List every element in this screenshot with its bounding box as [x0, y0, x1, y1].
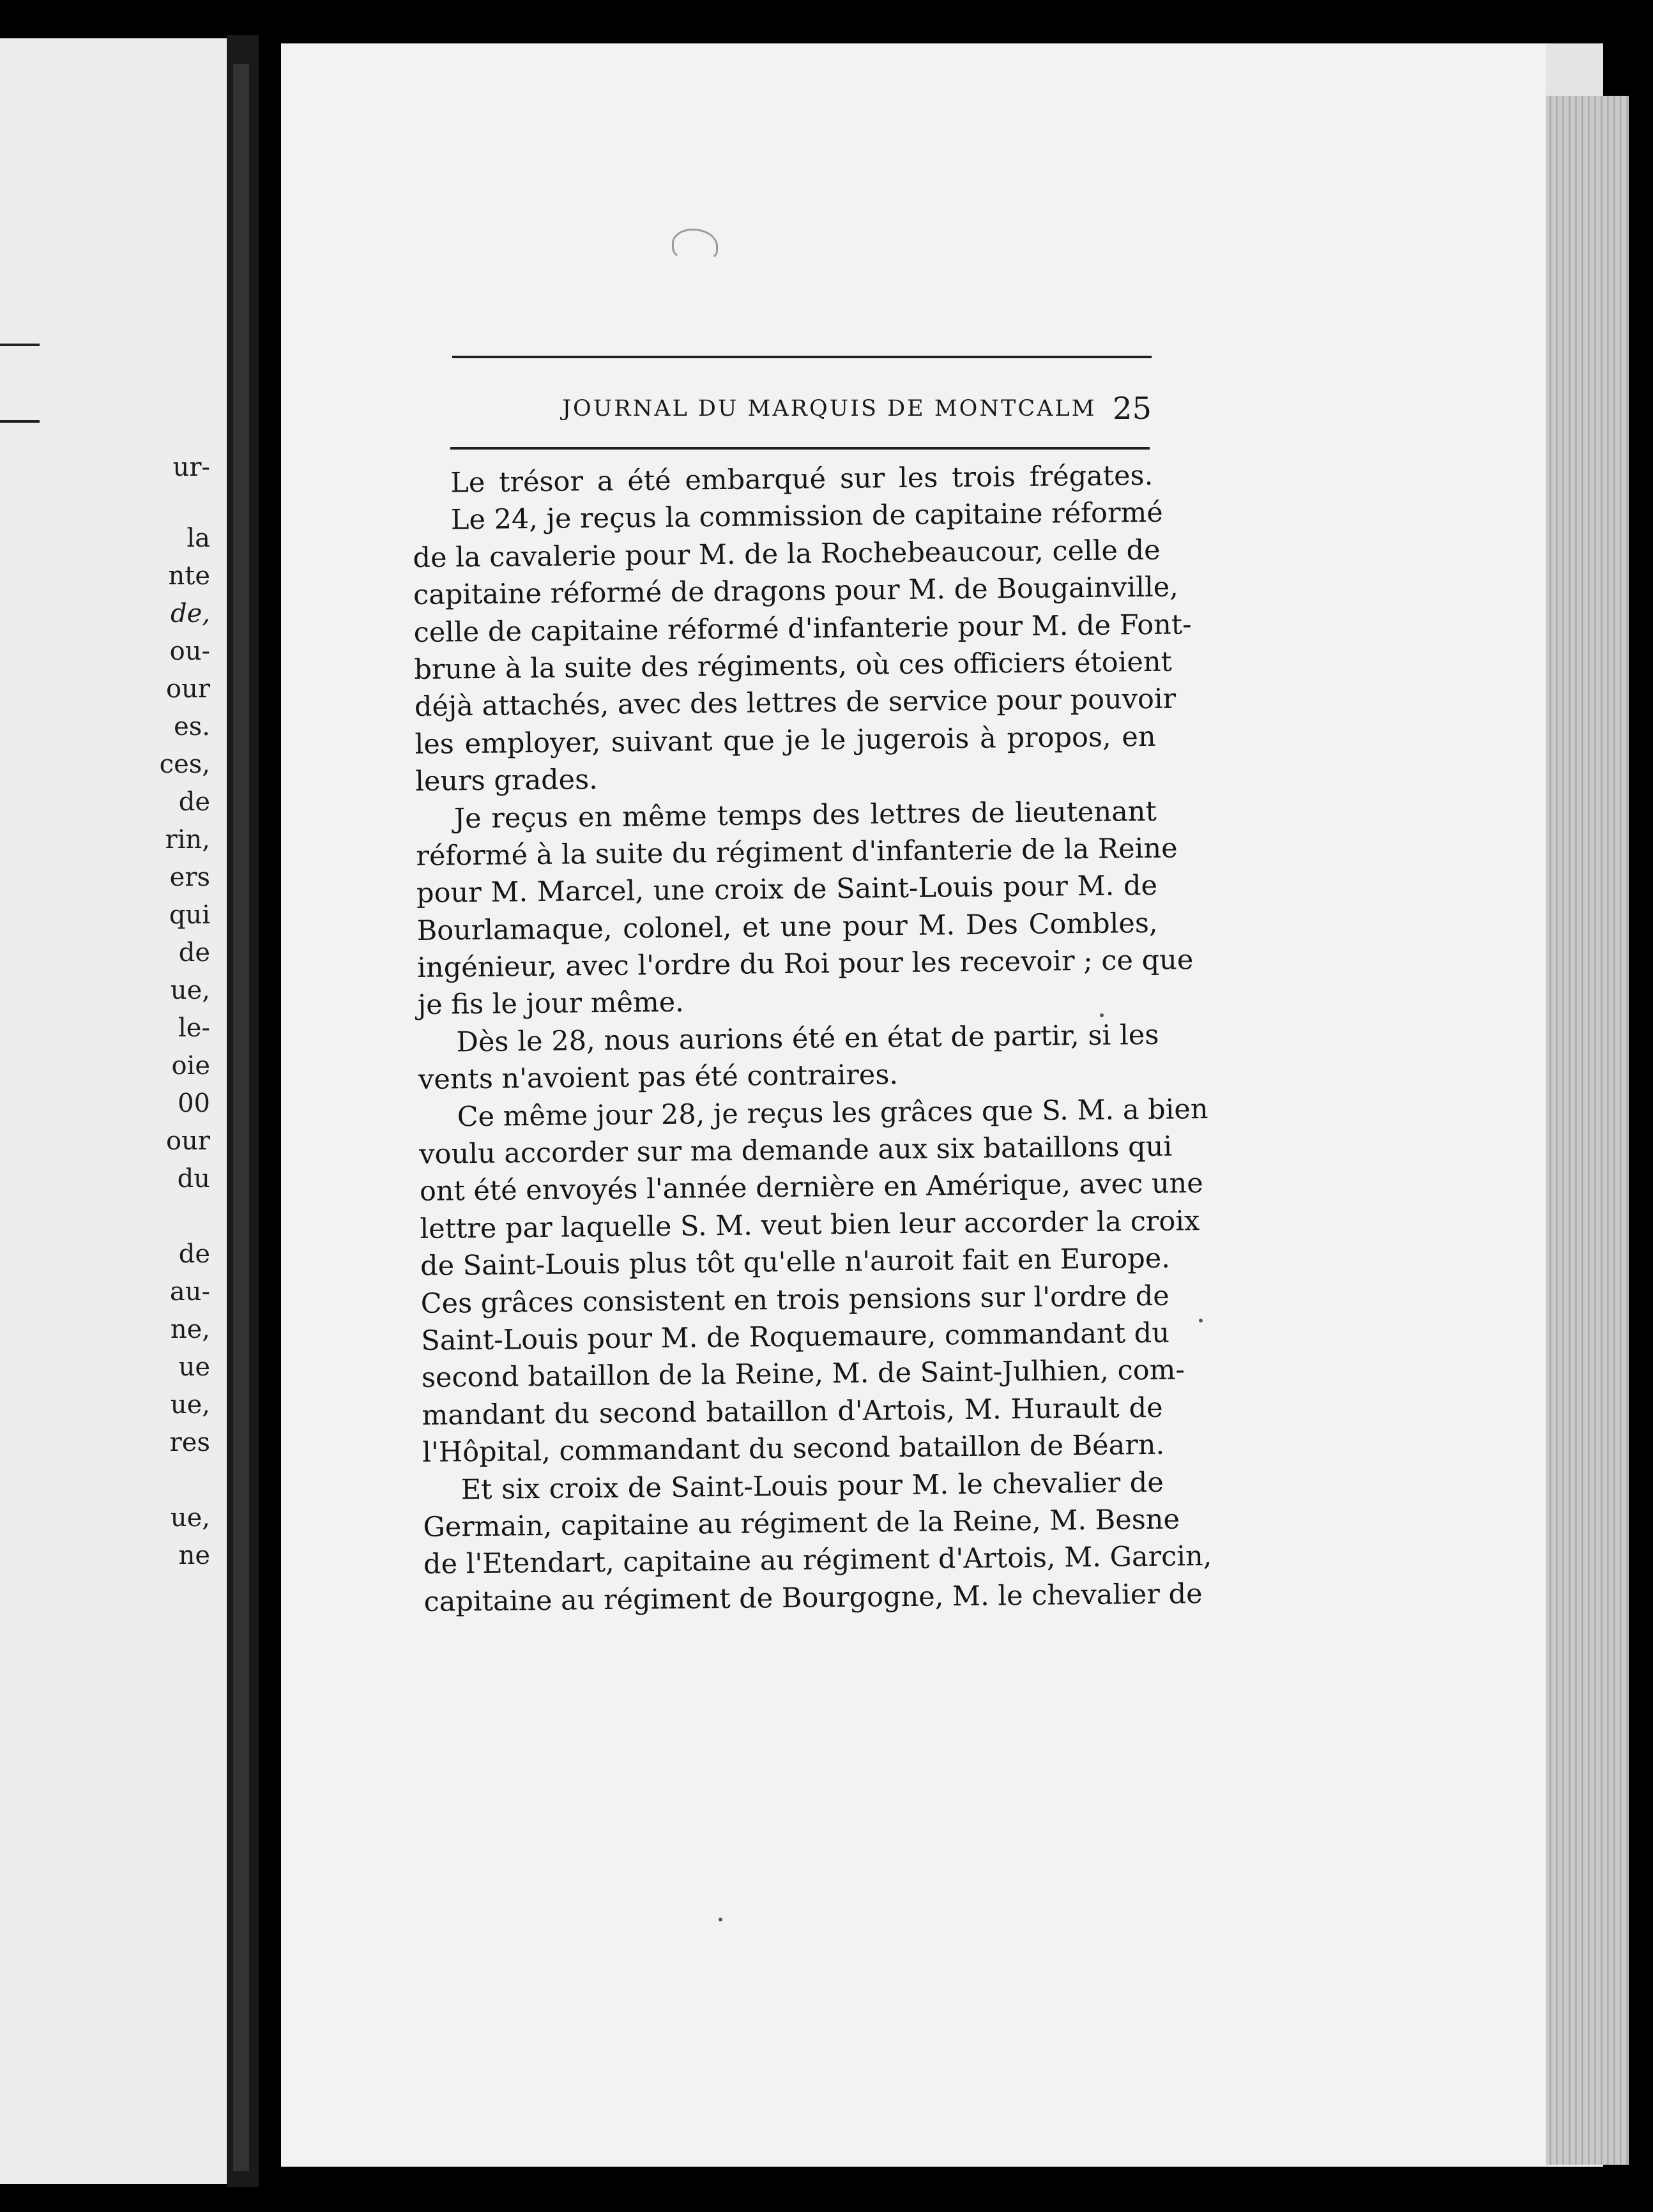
text-line: Saint-Louis pour M. de Roquemaure, commandant du — [421, 1317, 1170, 1357]
text-line: brune à la suite des régiments, où ces officiers étoient — [414, 646, 1173, 686]
header-rule-bottom — [450, 447, 1150, 450]
text-line: mandant du second bataillon d'Artois, M. Hurault de — [422, 1391, 1163, 1432]
left-page-rule-bottom — [0, 420, 40, 423]
left-page-rule-top — [0, 344, 40, 346]
left-page-fragment: du — [177, 1164, 210, 1193]
text-line: capitaine au régiment de Bourgogne, M. le chevalier de — [423, 1577, 1203, 1618]
paper-speck — [1199, 1319, 1203, 1322]
left-page-fragment: ue — [178, 1352, 210, 1382]
book-gutter-shadow — [233, 64, 249, 2171]
header-rule-top — [452, 356, 1152, 358]
text-line: je fis le jour même. — [417, 987, 685, 1022]
text-line: Je reçus en même temps des lettres de lieutenant — [453, 795, 1157, 835]
left-page-fragment: qui — [169, 900, 210, 930]
left-page-fragment: de — [178, 787, 210, 817]
text-line: de l'Etendart, capitaine au régiment d'Artois, M. Garcin, — [423, 1540, 1212, 1581]
left-page-fragment: ue, — [170, 1503, 210, 1533]
left-page-fragment: ue, — [170, 1390, 210, 1420]
left-page-fragment: es. — [174, 712, 210, 741]
text-line: ont été envoyés l'année dernière en Amérique, avec une — [419, 1167, 1203, 1208]
text-line: voulu accorder sur ma demande aux six bataillons qui — [419, 1130, 1173, 1170]
paper-speck — [719, 1918, 722, 1921]
text-line: Bourlamaque, colonel, et une pour M. Des Combles, — [416, 907, 1158, 947]
text-line: vents n'avoient pas été contraires. — [418, 1059, 899, 1096]
left-page-fragment: our — [166, 674, 210, 704]
left-page-fragment: 00 — [178, 1089, 210, 1118]
left-page-fragment: ue, — [170, 976, 210, 1005]
text-line: de Saint-Louis plus tôt qu'elle n'auroit fait en Europe. — [420, 1242, 1171, 1283]
left-page-fragment: ou- — [169, 637, 210, 666]
left-page-fragment: our — [166, 1126, 210, 1156]
left-page-fragment: oie — [171, 1051, 210, 1080]
left-page-fragment: au- — [169, 1277, 210, 1307]
text-line: Ce même jour 28, je reçus les grâces que S. M. a bien — [457, 1093, 1208, 1133]
left-page-fragment: ers — [169, 863, 210, 892]
text-line: l'Hôpital, commandant du second bataillon de Béarn. — [422, 1428, 1165, 1469]
left-facing-page — [0, 38, 227, 2184]
left-page-fragment: ne, — [170, 1315, 210, 1344]
text-line: capitaine réformé de dragons pour M. de Bougainville, — [413, 571, 1179, 612]
text-line: déjà attachés, avec des lettres de service pour pouvoir — [414, 683, 1177, 723]
left-page-fragment: de, — [171, 599, 210, 628]
left-page-fragment: res — [169, 1428, 210, 1457]
text-line: Dès le 28, nous aurions été en état de partir, si les — [456, 1019, 1159, 1059]
text-line: réformé à la suite du régiment d'infanterie de la Reine — [416, 832, 1178, 872]
page-number: 25 — [1113, 391, 1152, 427]
left-page-fragment: ne — [178, 1541, 210, 1570]
left-page-fragment: la — [187, 524, 210, 553]
text-line: ingénieur, avec l'ordre du Roi pour les recevoir ; ce que — [416, 944, 1194, 985]
text-line: celle de capitaine réformé d'infanterie pour M. de Font- — [413, 608, 1192, 649]
text-line: leurs grades. — [415, 764, 598, 798]
left-page-fragment: le- — [178, 1013, 210, 1043]
text-line: Germain, capitaine au régiment de la Reine, M. Besne — [423, 1503, 1180, 1543]
text-line: pour M. Marcel, une croix de Saint-Louis pour M. de — [416, 870, 1158, 910]
left-page-fragment: de — [178, 1239, 210, 1269]
left-page-fragment: de — [178, 938, 210, 967]
left-page-fragment: nte — [168, 561, 210, 591]
text-line: Et six croix de Saint-Louis pour M. le chevalier de — [461, 1466, 1164, 1506]
text-line: lettre par laquelle S. M. veut bien leur accorder la croix — [420, 1204, 1200, 1245]
left-page-fragment: ur- — [172, 453, 210, 482]
text-line: les employer, suivant que je le jugerois à propos, en — [415, 720, 1156, 761]
page-corner — [1546, 43, 1603, 101]
text-line: Ces grâces consistent en trois pensions sur l'ordre de — [420, 1280, 1169, 1320]
body-text — [412, 457, 1212, 1621]
text-line: second bataillon de la Reine, M. de Saint-Julhien, com- — [421, 1354, 1185, 1395]
text-line: Le 24, je reçus la commission de capitaine réformé — [450, 497, 1163, 536]
left-page-fragment: rin, — [165, 825, 210, 854]
text-line: de la cavalerie pour M. de la Rochebeaucour, celle de — [413, 534, 1161, 574]
page-stack-edge — [1546, 96, 1629, 2165]
text-line: Le trésor a été embarqué sur les trois frégates. — [450, 459, 1154, 499]
left-page-fragment: ces, — [159, 750, 210, 779]
paper-speck — [1100, 1013, 1104, 1017]
running-header-title: JOURNAL DU MARQUIS DE MONTCALM — [562, 396, 1097, 421]
